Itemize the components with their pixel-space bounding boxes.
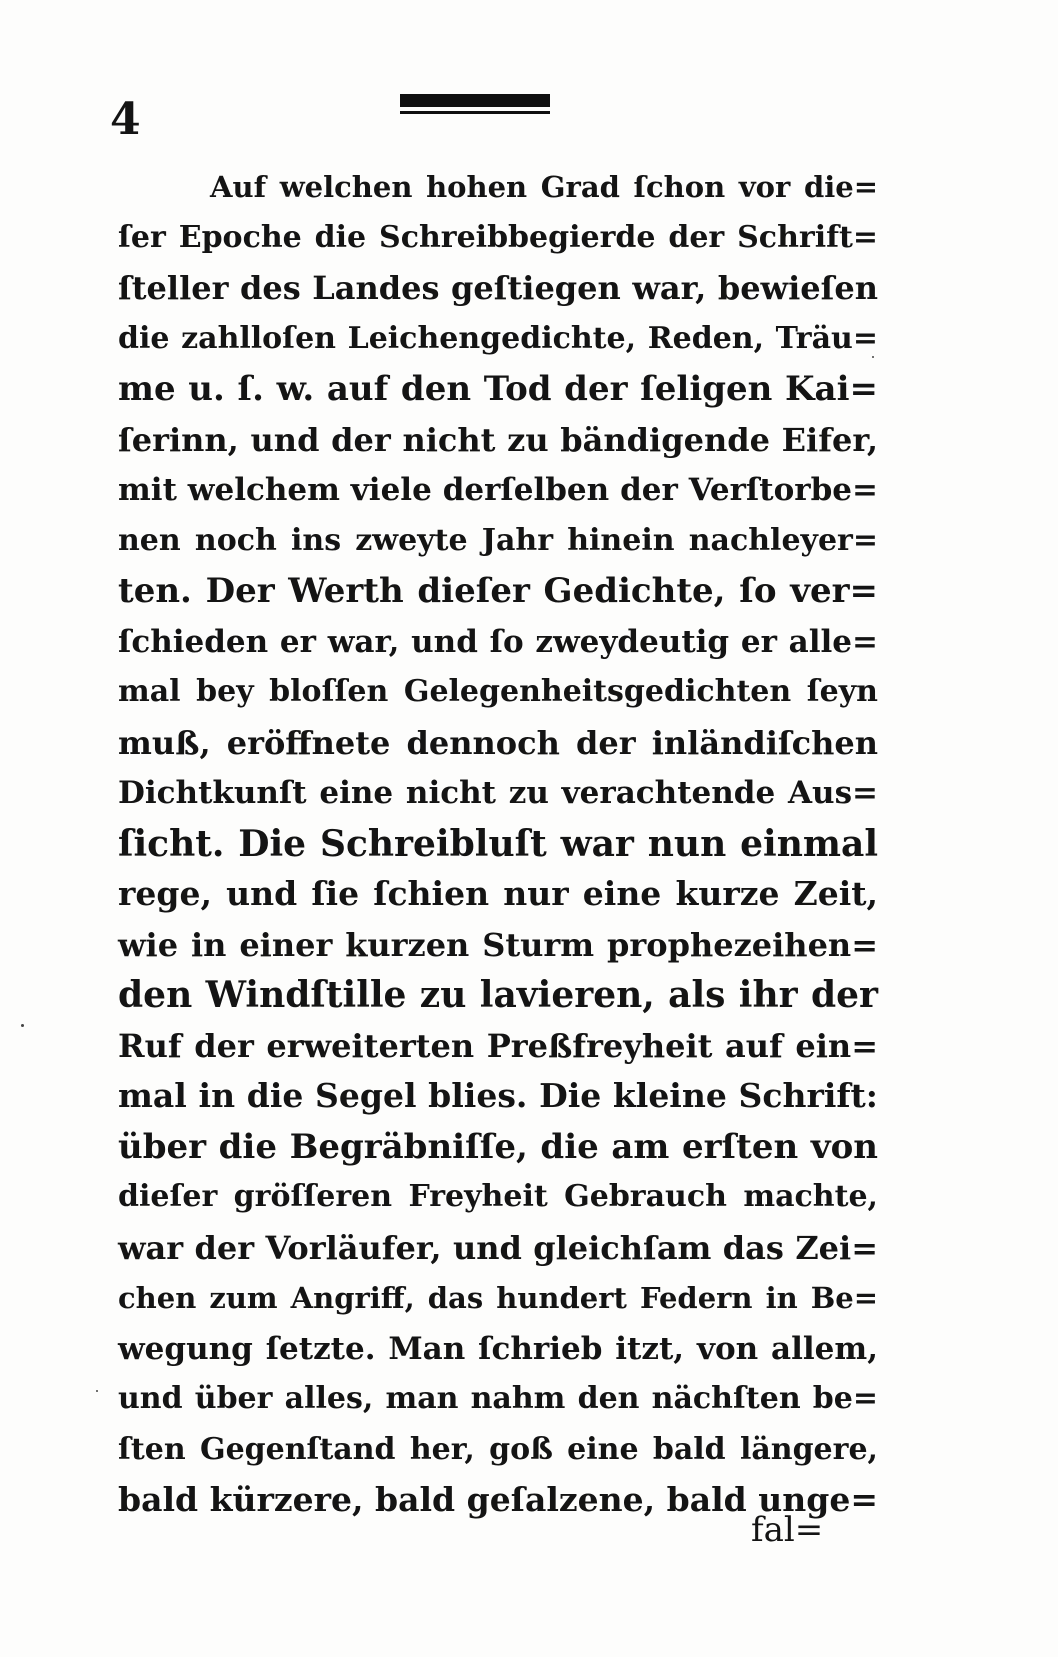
text-line: rege, und ſie ſchien nur eine kurze Zeit, [118, 874, 878, 913]
text-line: Auf welchen hohen Grad ſchon vor die= [210, 170, 878, 204]
text-line: den Windſtille zu lavieren, als ihr der [118, 974, 878, 1016]
text-line: ſteller des Landes geſtiegen war, bewieſen [118, 269, 878, 307]
page-number: 4 [110, 94, 141, 145]
header-rule-thin-bar [400, 111, 550, 114]
text-line: dieſer gröſſeren Freyheit Gebrauch machte, [118, 1179, 878, 1214]
text-line: nen noch ins zweyte Jahr hinein nachleyer= [118, 522, 878, 558]
text-line: ſten Gegenſtand her, goß eine bald längere, [118, 1431, 878, 1467]
text-line: wie in einer kurzen Sturm prophezeihen= [118, 925, 878, 964]
text-line: Ruf der erweiterten Preßfreyheit auf ein= [118, 1026, 878, 1065]
text-line: chen zum Angriff, das hundert Federn in Be= [118, 1281, 878, 1315]
ink-speck [21, 1024, 24, 1027]
text-line: mal in die Segel blies. Die kleine Schrift: [118, 1076, 878, 1115]
text-line: ſerinn, und der nicht zu bändigende Eifer, [118, 420, 878, 459]
text-line: ſchieden er war, und ſo zweydeutig er alle= [118, 623, 878, 660]
body-text [118, 162, 878, 1526]
text-line: war der Vorläufer, und gleichſam das Zei= [118, 1228, 878, 1267]
text-line: bald kürzere, bald geſalzene, bald unge= [118, 1480, 878, 1519]
text-line: muß, eröffnete dennoch der inländiſchen [118, 723, 878, 762]
text-line: ten. Der Werth dieſer Gedichte, ſo ver= [118, 571, 878, 611]
text-line: mal bey bloſſen Gelegenheitsgedichten ſeyn [118, 674, 878, 709]
text-line: me u. ſ. w. auf den Tod der ſeligen Kai= [118, 369, 878, 409]
catchword: fal= [751, 1510, 824, 1550]
text-line: und über alles, man nahm den nächſten be= [118, 1381, 878, 1416]
ink-speck [96, 1390, 98, 1392]
text-line: ſicht. Die Schreibluſt war nun einmal [118, 822, 878, 865]
text-line: mit welchem viele derſelben der Verſtorbe= [118, 472, 878, 508]
text-line: ſer Epoche die Schreibbegierde der Schrift= [118, 219, 878, 255]
text-line: über die Begräbniſſe, die am erſten von [118, 1126, 878, 1167]
ink-speck [872, 356, 874, 358]
text-line: die zahlloſen Leichengedichte, Reden, Träu= [118, 320, 878, 356]
header-rule-thick-bar [400, 94, 550, 107]
header-rule [400, 94, 550, 114]
text-line: wegung ſetzte. Man ſchrieb itzt, von allem, [118, 1330, 878, 1367]
text-line: Dichtkunſt eine nicht zu verachtende Aus= [118, 775, 878, 811]
